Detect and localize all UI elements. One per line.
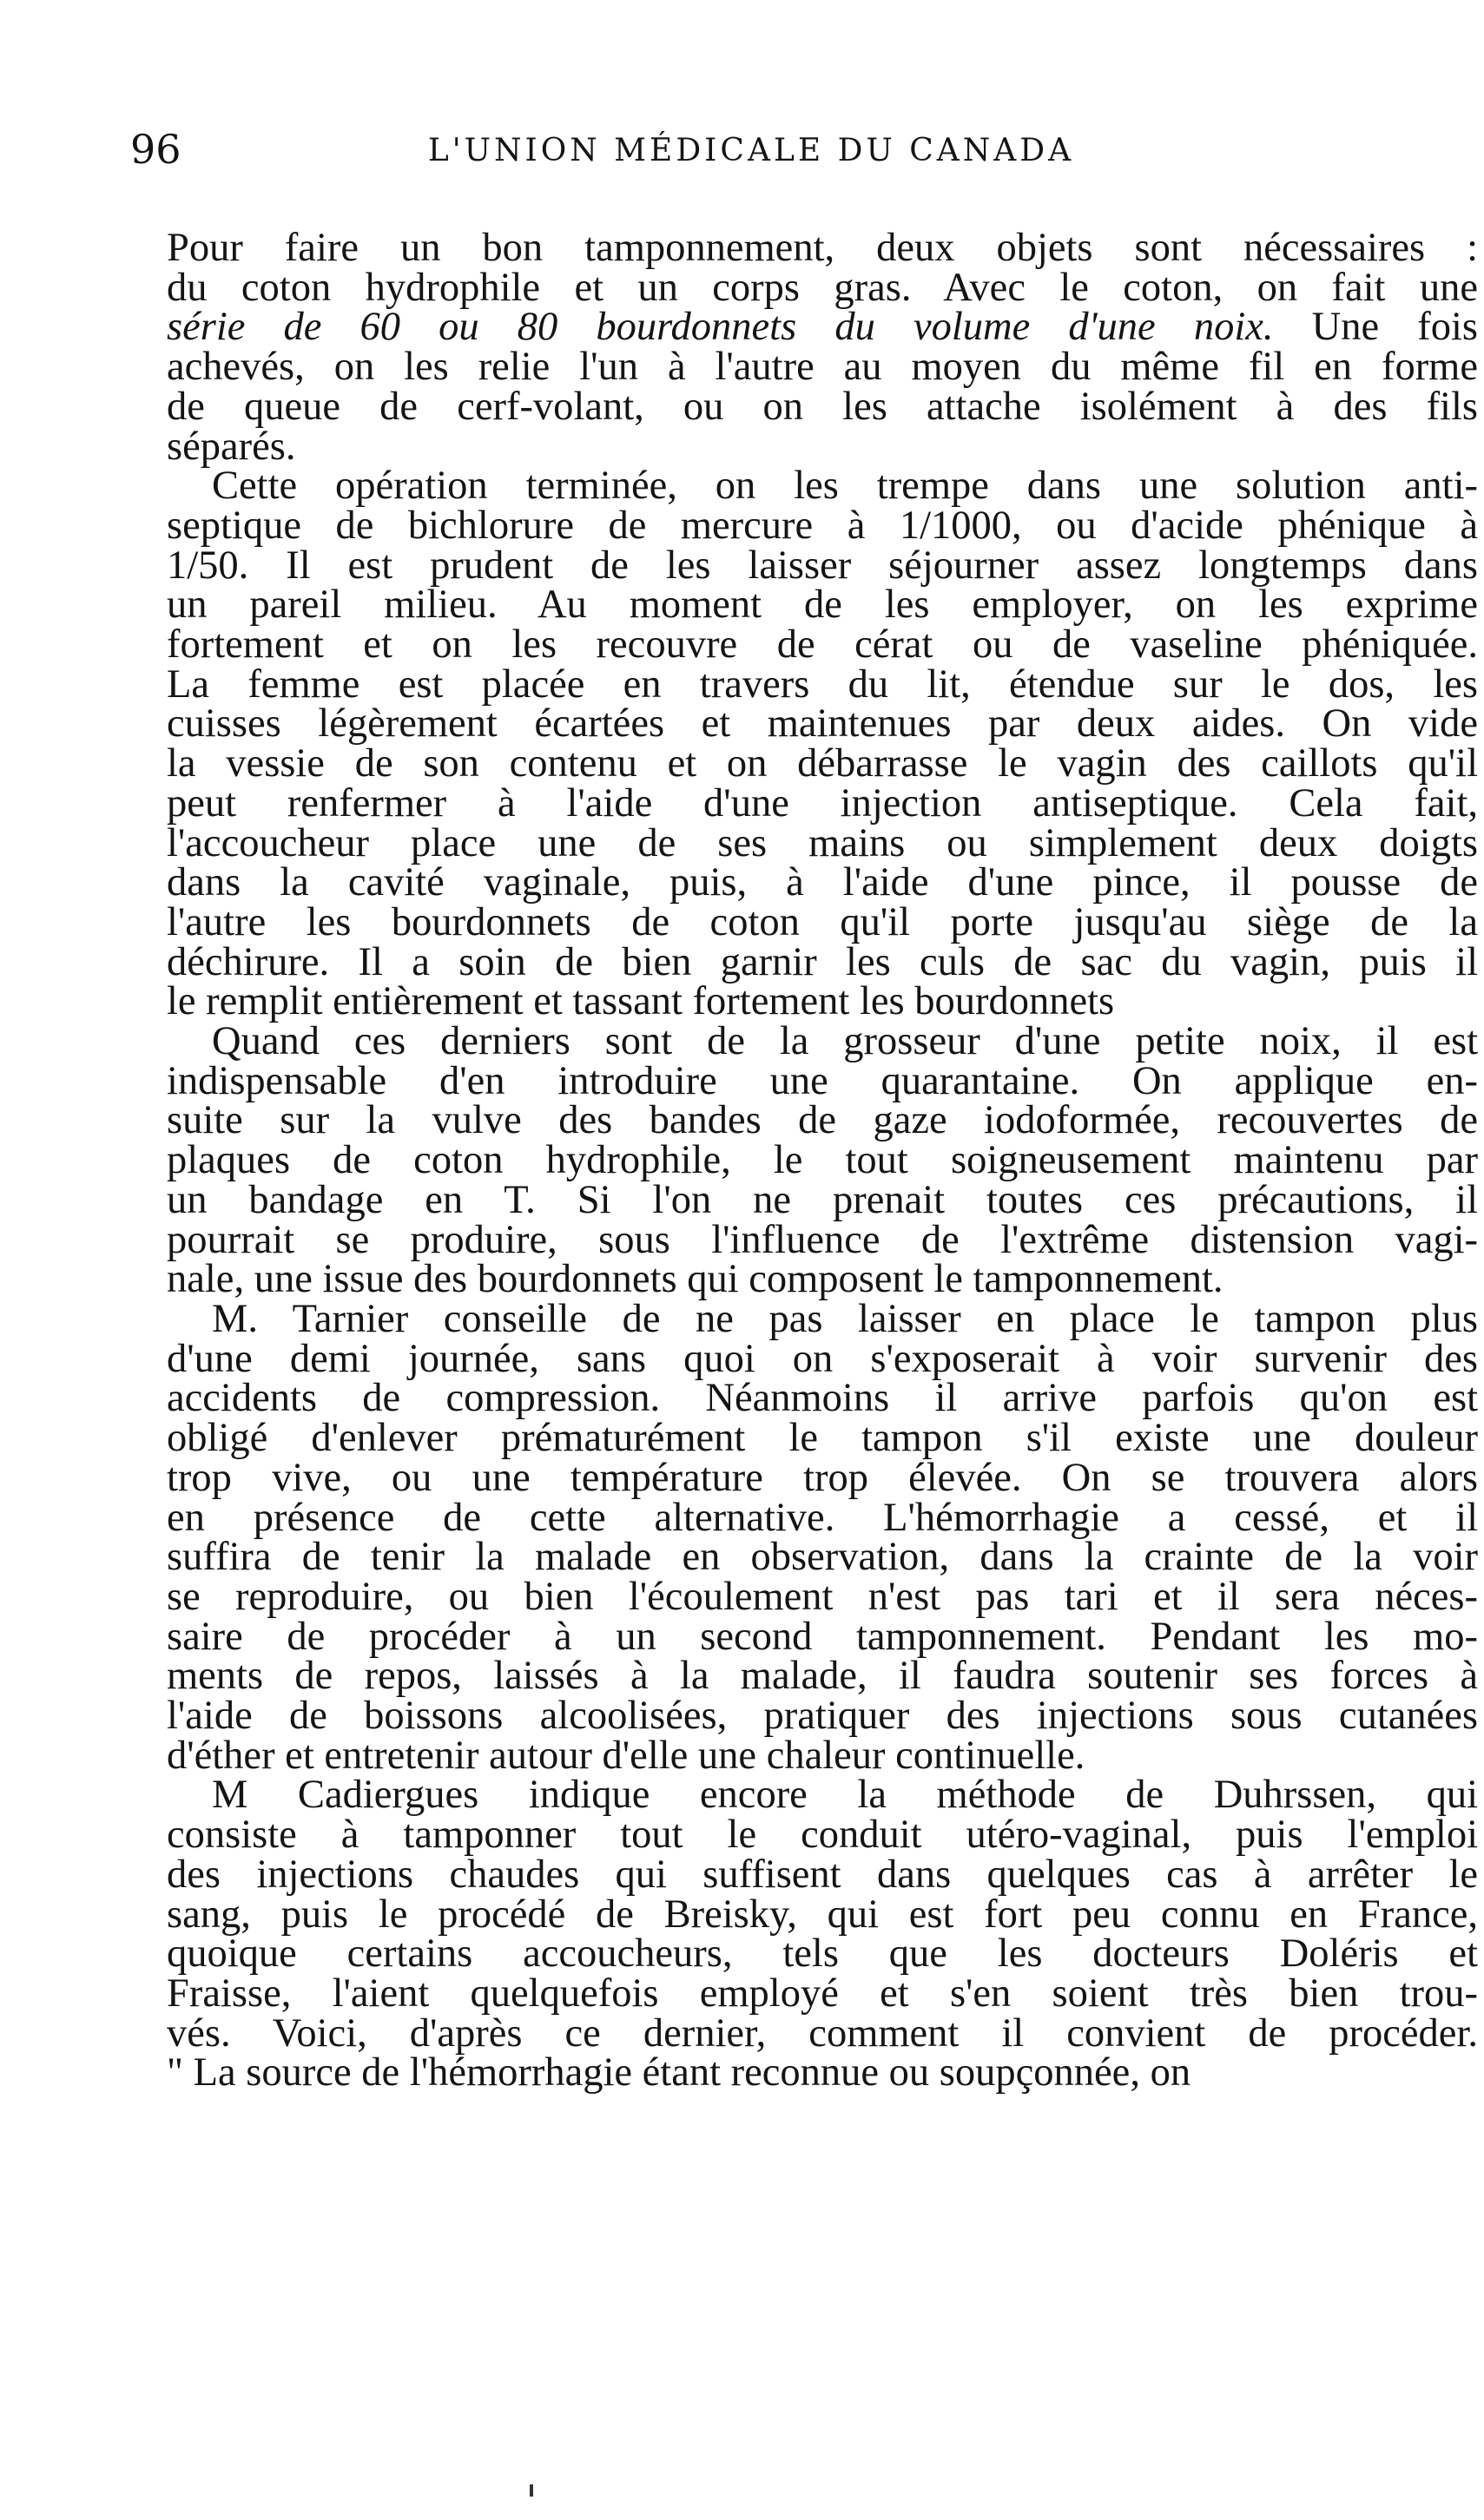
text-line: séparés.	[167, 424, 296, 469]
paragraph	[167, 1296, 1478, 1778]
text-line: obligé d'enlever prématurément le tampon s'il existe une douleur	[167, 1416, 1478, 1461]
paragraph	[167, 1773, 1478, 2096]
text-line: série de 60 ou 80 bourdonnets du volume d'une noix. Une fois	[167, 305, 1478, 350]
text-line: Cette opération terminée, on les trempe dans une solution anti-	[212, 464, 1478, 509]
text-line: Pour faire un bon tamponnement, deux objets sont nécessaires :	[167, 226, 1478, 270]
text-line: l'autre les bourdonnets de coton qu'il porte jusqu'au siège de la	[167, 899, 1478, 944]
text-line: se reproduire, ou bien l'écoulement n'est pas tari et il sera néces-	[167, 1574, 1478, 1619]
paragraph	[167, 1019, 1478, 1302]
text-line: " La source de l'hémorrhagie étant reconnue ou soupçonnée, on	[167, 2050, 1191, 2096]
text-line: Fraisse, l'aient quelquefois employé et s'en soient très bien trou-	[167, 1971, 1478, 2016]
text-line: d'une demi journée, sans quoi on s'exposerait à voir survenir des	[167, 1336, 1478, 1381]
text-line: ments de repos, laissés à la malade, il faudra soutenir ses forces à	[167, 1654, 1478, 1699]
text-line: pourrait se produire, sous l'influence de l'extrême distension vagi-	[167, 1217, 1478, 1262]
text-line: en présence de cette alternative. L'hémorrhagie a cessé, et il	[167, 1495, 1478, 1540]
text-line: septique de bichlorure de mercure à 1/1000, ou d'acide phénique à	[167, 503, 1478, 548]
text-line: accidents de compression. Néanmoins il arrive parfois qu'on est	[167, 1376, 1478, 1421]
text-line: sang, puis le procédé de Breisky, qui est fort peu connu en France,	[167, 1892, 1478, 1937]
text-line: M Cadiergues indique encore la méthode de Duhrssen, qui	[212, 1773, 1478, 1818]
text-line: l'aide de boissons alcoolisées, pratiquer des injections sous cutanées	[167, 1694, 1478, 1739]
text-line: achevés, on les relie l'un à l'autre au moyen du même fil en forme	[167, 345, 1478, 390]
text-line: plaques de coton hydrophile, le tout soigneusement maintenu par	[167, 1138, 1478, 1183]
text-line: consiste à tamponner tout le conduit utéro-vaginal, puis l'emploi	[167, 1813, 1478, 1858]
text-line: fortement et on les recouvre de cérat ou de vaseline phéniquée.	[167, 622, 1478, 668]
text-line: suite sur la vulve des bandes de gaze iodoformée, recouvertes de	[167, 1098, 1478, 1143]
body-text	[167, 226, 1478, 2096]
text-line: 1/50. Il est prudent de les laisser séjourner assez longtemps dans	[167, 543, 1478, 588]
running-title: L'UNION MÉDICALE DU CANADA	[427, 133, 1075, 168]
text-line: dans la cavité vaginale, puis, à l'aide d'une pince, il pousse de	[167, 860, 1478, 905]
text-line: suffira de tenir la malade en observation, dans la crainte de la voir	[167, 1535, 1478, 1580]
text-line: La femme est placée en travers du lit, étendue sur le dos, les	[167, 661, 1478, 707]
text-line: un pareil milieu. Au moment de les employer, on les exprime	[167, 582, 1478, 628]
text-line: quoique certains accoucheurs, tels que les docteurs Doléris et	[167, 1931, 1478, 1977]
text-line: déchirure. Il a soin de bien garnir les culs de sac du vagin, puis il	[167, 939, 1478, 984]
text-line: saire de procéder à un second tamponnement. Pendant les mo-	[167, 1614, 1478, 1659]
text-line: un bandage en T. Si l'on ne prenait toutes ces précautions, il	[167, 1177, 1478, 1222]
text-line: Quand ces derniers sont de la grosseur d'une petite noix, il est	[212, 1019, 1478, 1064]
text-line: des injections chaudes qui suffisent dans quelques cas à arrêter le	[167, 1852, 1478, 1897]
page-header	[130, 126, 1372, 178]
text-line: cuisses légèrement écartées et maintenues par deux aides. On vide	[167, 701, 1478, 747]
text-line: du coton hydrophile et un corps gras. Avec le coton, on fait une	[167, 265, 1478, 310]
text-line: trop vive, ou une température trop élevée. On se trouvera alors	[167, 1455, 1478, 1500]
text-line: de queue de cerf-volant, ou on les attache isolément à des fils	[167, 384, 1478, 429]
italic-phrase: série de 60 ou 80 bourdonnets du volume d'une noix.	[167, 305, 1274, 350]
paragraph	[167, 466, 1478, 1022]
print-mark	[530, 2484, 533, 2497]
page-number: 96	[130, 126, 181, 173]
text-line: le remplit entièrement et tassant fortement les bourdonnets	[167, 979, 1115, 1024]
text-line: d'éther et entretenir autour d'elle une chaleur continuelle.	[167, 1733, 1085, 1778]
text-line: vés. Voici, d'après ce dernier, comment il convient de procéder.	[167, 2010, 1478, 2056]
text-line: la vessie de son contenu et on débarrasse le vagin des caillots qu'il	[167, 741, 1478, 786]
text-line: M. Tarnier conseille de ne pas laisser en place le tampon plus	[212, 1296, 1478, 1341]
text-line: l'accoucheur place une de ses mains ou simplement deux doigts	[167, 820, 1478, 865]
text-line: indispensable d'en introduire une quarantaine. On applique en-	[167, 1058, 1478, 1103]
paragraph	[167, 226, 1478, 469]
text-line: nale, une issue des bourdonnets qui composent le tamponnement.	[167, 1257, 1223, 1302]
text-line: peut renfermer à l'aide d'une injection antiseptique. Cela fait,	[167, 780, 1478, 826]
